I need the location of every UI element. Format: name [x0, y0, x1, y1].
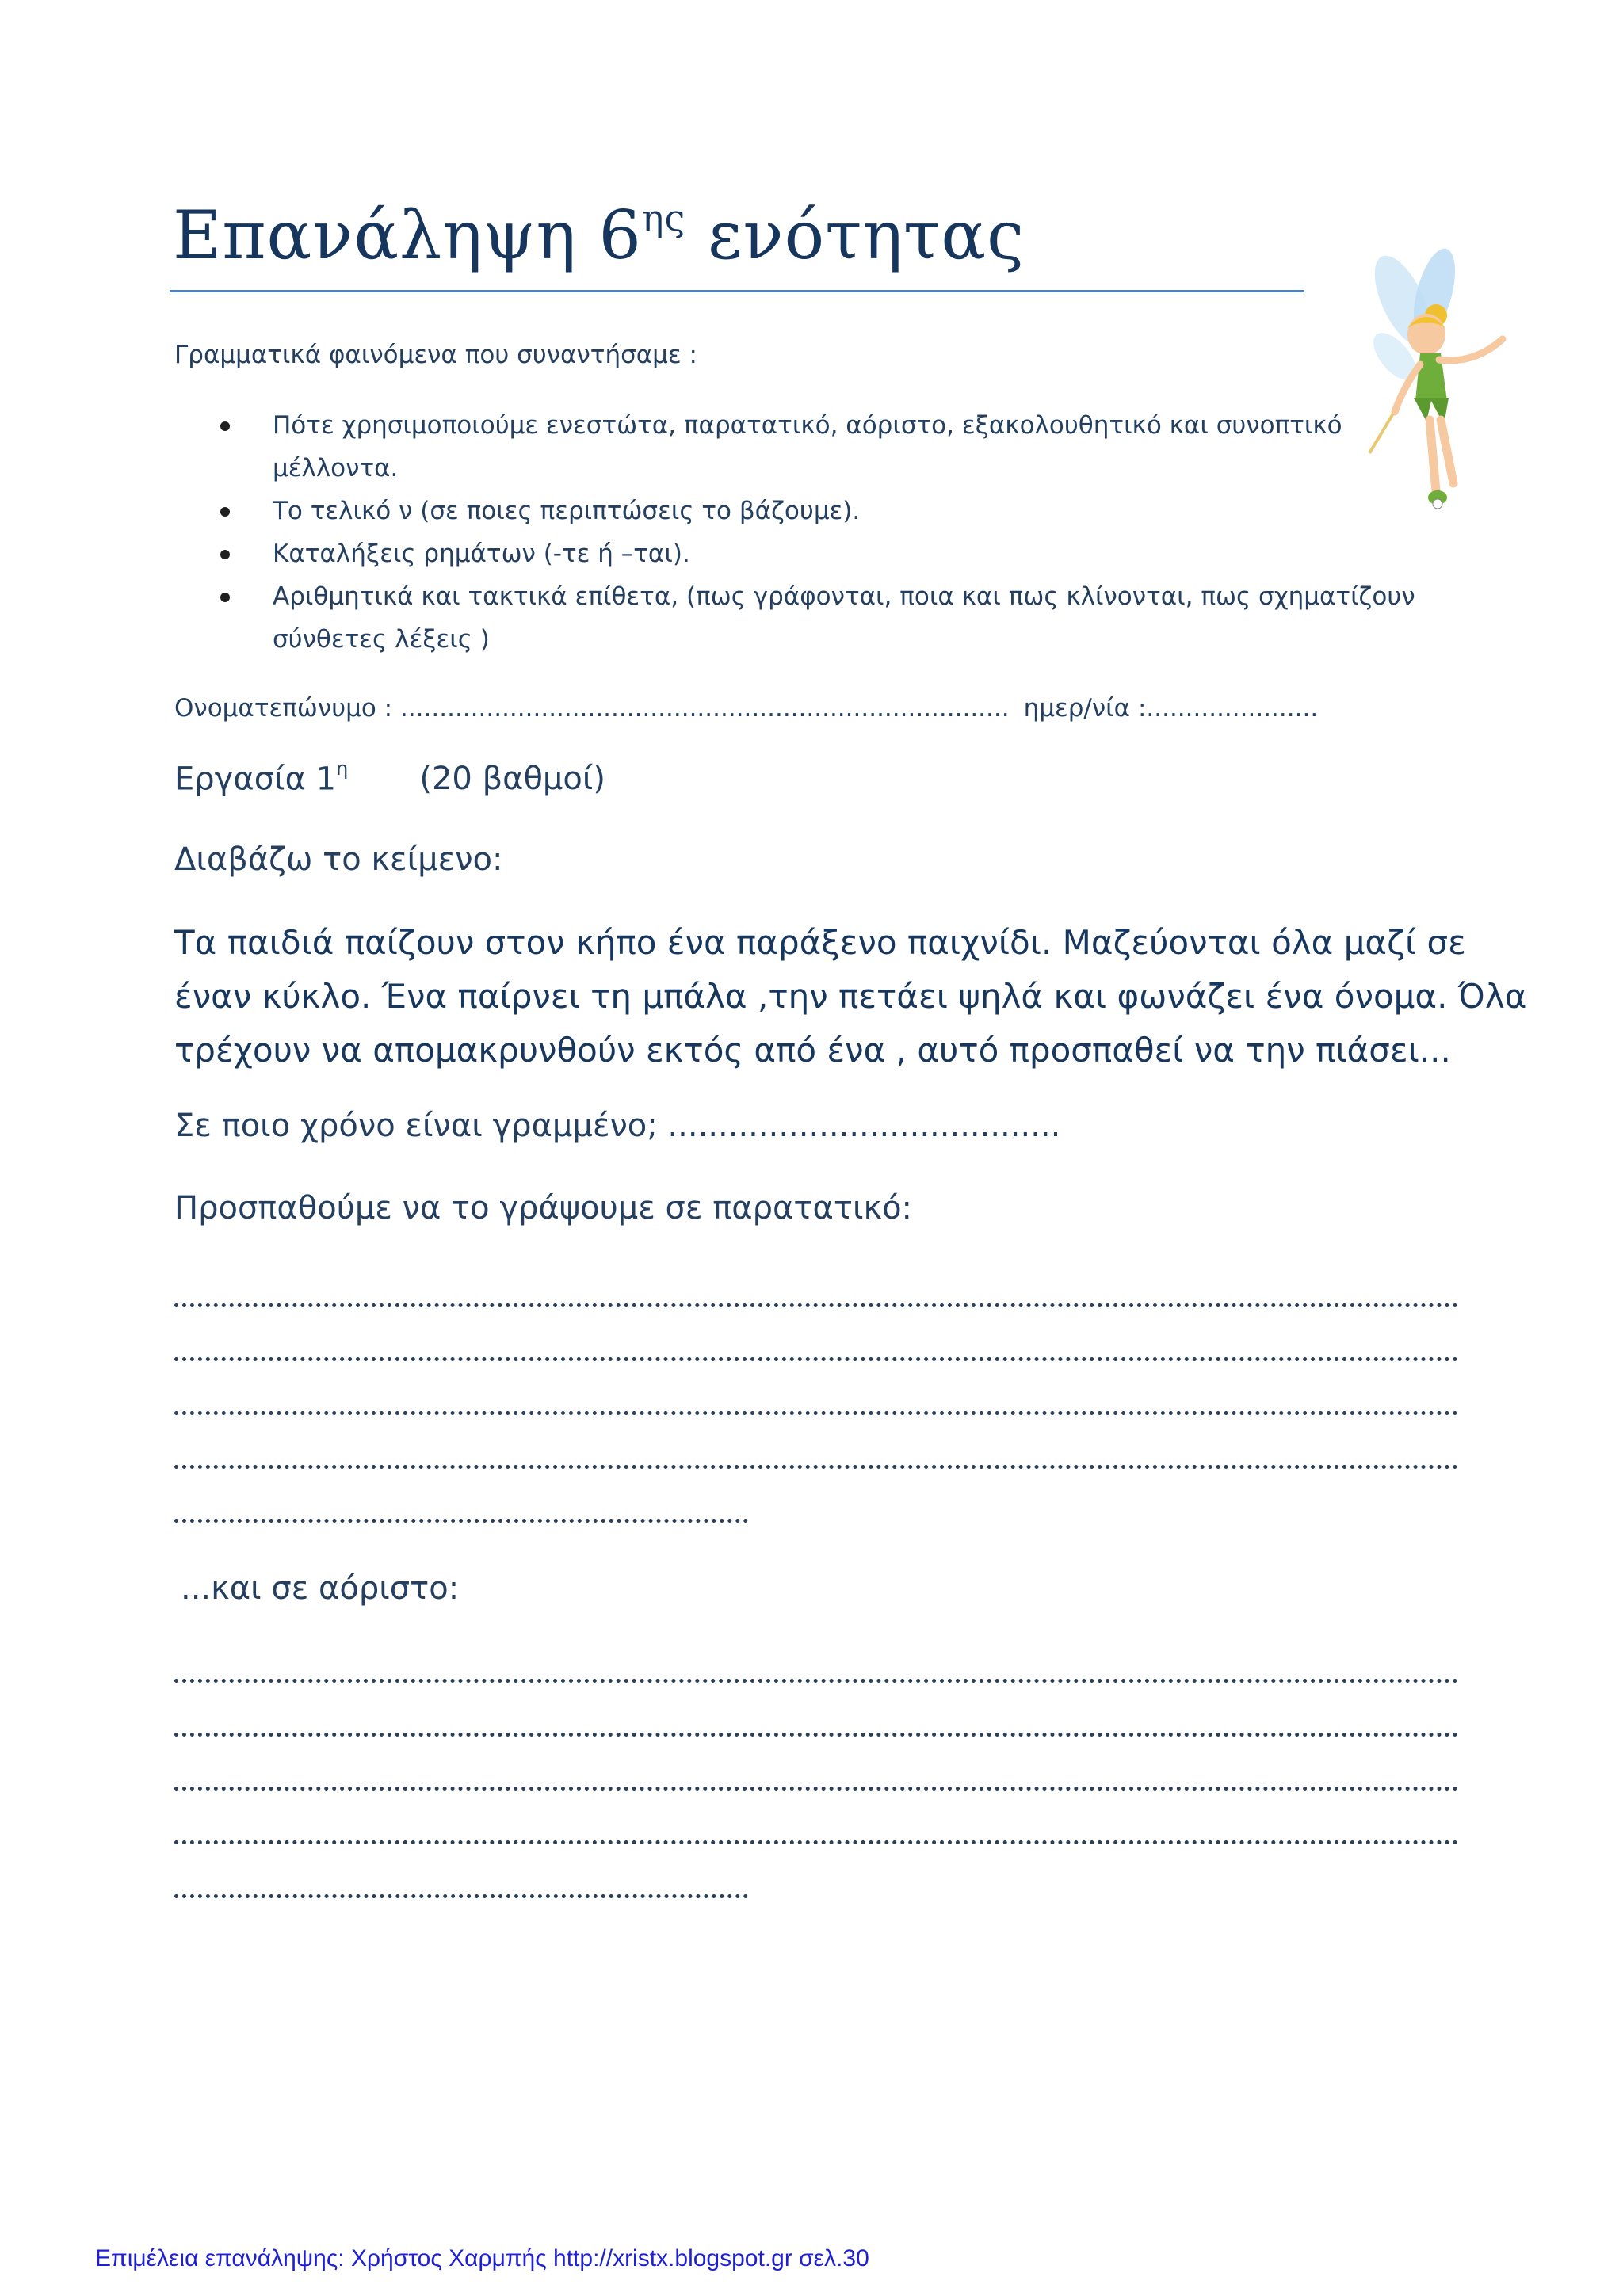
answer-line[interactable] — [174, 1264, 1458, 1318]
task-label-superscript: η — [336, 757, 349, 780]
task-points: (20 βαθμοί) — [419, 761, 605, 798]
list-item-text: Πότε χρησιμοποιούμε ενεστώτα, παρατατικό, αόριστο, εξακολουθητικό και συνοπτικό μέλλοντα. — [273, 411, 1342, 482]
title-superscript: ης — [641, 196, 686, 239]
answer-line[interactable] — [174, 1748, 1458, 1802]
list-item — [214, 532, 1450, 575]
task-label: Εργασία 1 — [174, 761, 337, 798]
answer-line[interactable] — [174, 1426, 1458, 1480]
grammar-topics-list — [214, 404, 1450, 661]
list-item — [214, 575, 1450, 661]
bullet-icon — [220, 507, 230, 517]
answer-line[interactable] — [174, 1480, 1458, 1534]
answer-line[interactable] — [174, 1318, 1458, 1372]
date-field[interactable]: ημερ/νία :...................... — [1023, 694, 1319, 723]
bullet-icon — [220, 593, 230, 602]
imperfect-answer-area[interactable] — [174, 1264, 1458, 1534]
aorist-prompt: ...και σε αόριστο: — [181, 1570, 460, 1607]
name-date-line — [174, 694, 1318, 723]
read-instruction: Διαβάζω το κείμενο: — [174, 841, 503, 878]
name-field[interactable]: Ονοματεπώνυμο : .............................................................................. — [174, 694, 1010, 723]
list-item-text: Καταλήξεις ρημάτων (-τε ή –ται). — [273, 540, 690, 568]
intro-text: Γραμματικά φαινόμενα που συναντήσαμε : — [174, 341, 697, 369]
imperfect-prompt: Προσπαθούμε να το γράψουμε σε παρατατικό: — [174, 1190, 913, 1226]
list-item-text: Αριθμητικά και τακτικά επίθετα, (πως γράφονται, ποια και πως κλίνονται, πως σχηματίζουν σύνθετες λέξεις ) — [273, 582, 1415, 654]
bullet-icon — [220, 550, 230, 559]
page-footer: Επιμέλεια επανάληψης: Χρήστος Χαρμπής http://xristx.blogspot.gr σελ.30 — [95, 2245, 869, 2271]
answer-line[interactable] — [174, 1802, 1458, 1855]
passage-line: Τα παιδιά παίζουν στον κήπο ένα παράξενο παιχνίδι. Μαζεύονται όλα μαζί σε — [174, 923, 1466, 962]
page-title — [173, 196, 1025, 274]
list-item-text: Το τελικό ν (σε ποιες περιπτώσεις το βάζουμε). — [273, 497, 861, 525]
list-item — [214, 490, 1450, 532]
title-underline — [170, 290, 1304, 292]
list-item — [214, 404, 1450, 490]
reading-passage — [174, 916, 1527, 1077]
bullet-icon — [220, 421, 230, 431]
title-text: Επανάληψη 6 — [173, 196, 642, 274]
answer-line[interactable] — [174, 1640, 1458, 1694]
passage-line: έναν κύκλο. Ένα παίρνει τη μπάλα ,την πετάει ψηλά και φωνάζει ένα όνομα. Όλα — [174, 977, 1527, 1016]
answer-line[interactable] — [174, 1372, 1458, 1426]
tense-question[interactable]: Σε ποιο χρόνο είναι γραμμένο; ....................................... — [174, 1108, 1061, 1144]
task-heading — [174, 757, 605, 798]
passage-line: τρέχουν να απομακρυνθούν εκτός από ένα , αυτό προσπαθεί να την πιάσει... — [174, 1031, 1451, 1070]
aorist-answer-area[interactable] — [174, 1640, 1458, 1909]
answer-line[interactable] — [174, 1855, 1458, 1909]
answer-line[interactable] — [174, 1694, 1458, 1748]
title-text-end: ενότητας — [685, 196, 1025, 274]
